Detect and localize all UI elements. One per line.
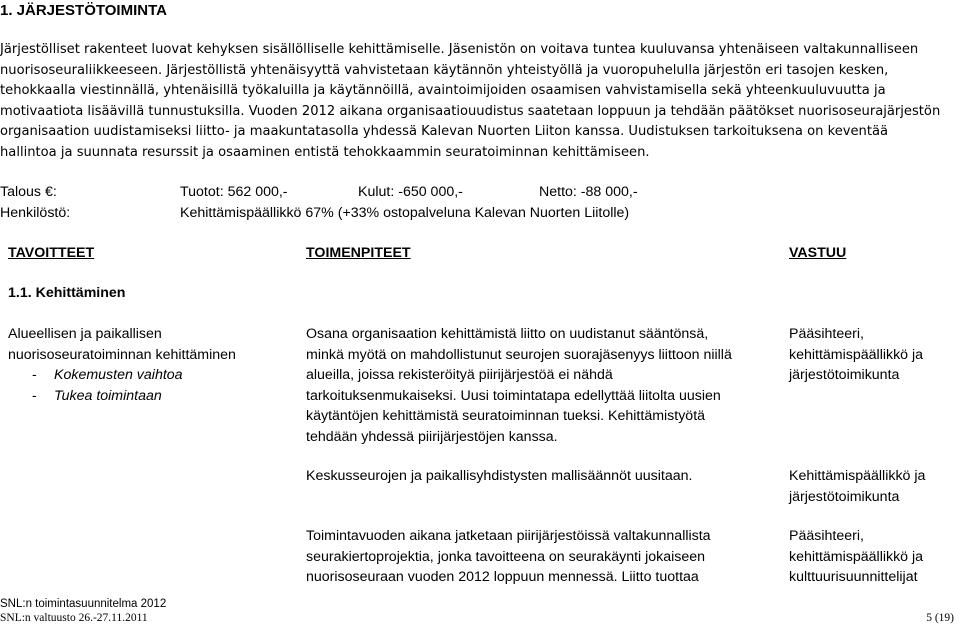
action-cell-2: [306, 466, 692, 487]
intro-line: Järjestölliset rakenteet luovat kehyksen sisällölliselle kehittämiselle. Jäsenistön on voitava tuntea kuuluvansa yhtenäiseen valtakunnalliseen: [0, 42, 919, 57]
action-line: minkä myötä on mahdollistunut seurojen suorajäsenyys liittoon niillä: [306, 346, 732, 363]
footer-meeting: SNL:n valtuusto 26.-27.11.2011: [0, 612, 148, 624]
dash-mark: -: [32, 367, 37, 384]
action-line: Toimintavuoden aikana jatketaan piirijärjestöissä valtakunnallista: [306, 528, 711, 544]
intro-paragraph: [0, 40, 952, 163]
intro-line: nuorisoseuraliikkeeseen. Järjestöllistä yhtenäisyyttä vahvistetaan käytännön yhteistyöllä ja vuoropuhelulla järjestön eri tasojen kesken,: [0, 62, 889, 78]
goal-bullet: [8, 365, 236, 386]
responsible-line: Pääsihteeri,: [789, 326, 864, 342]
goal-bullet: [8, 386, 236, 407]
budget-label: Talous €:: [0, 184, 57, 200]
responsible-line: kehittämispäällikkö ja: [789, 346, 924, 363]
action-line: seurakiertoprojektia, jonka tavoitteena on seurakäynti jokaiseen: [306, 548, 706, 565]
dash-mark: -: [32, 387, 37, 404]
responsible-line: Kehittämispäällikkö ja: [789, 468, 926, 484]
responsible-line: Pääsihteeri,: [789, 528, 864, 544]
intro-line: organisaation uudistamiseksi liitto- ja maakuntatasolla yhdessä Kalevan Nuorten Liiton kanssa. Uudistuksen tarkoituksena on keventää: [0, 124, 889, 139]
action-line: Keskusseurojen ja paikallisyhdistysten mallisäännöt uusitaan.: [306, 468, 693, 484]
action-line: Osana organisaation kehittämistä liitto on uudistanut sääntönsä,: [306, 326, 709, 342]
action-line: tehdään yhdessä piirijärjestöjen kanssa.: [306, 428, 558, 445]
responsible-cell-2: [789, 466, 925, 507]
action-cell-1: [306, 324, 732, 448]
column-header-actions: TOIMENPITEET: [306, 245, 411, 261]
footer-plan-title: SNL:n toimintasuunnitelma 2012: [0, 598, 167, 610]
action-line: alueilla, joissa rekisteröityä piirijärjestöä ei nähdä: [306, 367, 613, 384]
responsible-line: järjestötoimikunta: [789, 488, 900, 505]
action-line: käytäntöjen kehittämistä seuratoiminnan tueksi. Kehittämistyötä: [306, 408, 706, 425]
responsible-cell-1: [789, 324, 923, 386]
goal-bullet-text: Kokemusten vaihtoa: [54, 367, 183, 384]
responsible-cell-3: [789, 526, 923, 588]
goal-line: Alueellisen ja paikallisen: [8, 326, 162, 342]
staff-value: Kehittämispäällikkö 67% (+33% ostopalveluna Kalevan Nuorten Liitolle): [180, 205, 630, 221]
column-header-goals: TAVOITTEET: [8, 245, 95, 261]
section-subheading: 1.1. Kehittäminen: [8, 285, 126, 301]
intro-line: motivaatiota lisäävillä tunnustuksilla. Vuoden 2012 aikana organisaatiouudistus saatetaan loppuun ja tehdään päätökset nuorisoseurajärjestön: [0, 103, 941, 119]
intro-line: tehokkaalla viestinnällä, yhtenäisillä työkaluilla ja käytännöillä, avaintoimijoiden osaamisen vahvistamisella sekä yhteenkuuluvuutta ja: [0, 83, 886, 98]
action-line: nuorisoseuraan vuoden 2012 loppuun mennessä. Liitto tuottaa: [306, 569, 699, 586]
goal-line: nuorisoseuratoiminnan kehittäminen: [8, 346, 236, 363]
goal-cell: [8, 324, 236, 406]
column-header-responsible: VASTUU: [789, 245, 847, 261]
budget-expenses: Kulut: -650 000,-: [358, 184, 463, 200]
page-heading: 1. JÄRJESTÖTOIMINTA: [0, 2, 167, 19]
staff-label: Henkilöstö:: [0, 205, 71, 221]
responsible-line: järjestötoimikunta: [789, 367, 900, 384]
page-number: 5 (19): [926, 612, 954, 624]
intro-line: hallintoa ja suunnata resurssit ja osaaminen entistä tehokkaammin seuratoiminnan kehittämiseen.: [0, 144, 650, 160]
goal-bullet-text: Tukea toimintaan: [54, 387, 162, 404]
budget-net: Netto: -88 000,-: [539, 184, 638, 200]
responsible-line: kehittämispäällikkö ja: [789, 548, 924, 565]
action-line: tarkoituksenmukaiseksi. Uusi toimintatapa edellyttää liitolta uusien: [306, 387, 721, 404]
action-cell-3: [306, 526, 711, 588]
budget-income: Tuotot: 562 000,-: [180, 184, 288, 200]
responsible-line: kulttuurisuunnittelijat: [789, 569, 918, 586]
